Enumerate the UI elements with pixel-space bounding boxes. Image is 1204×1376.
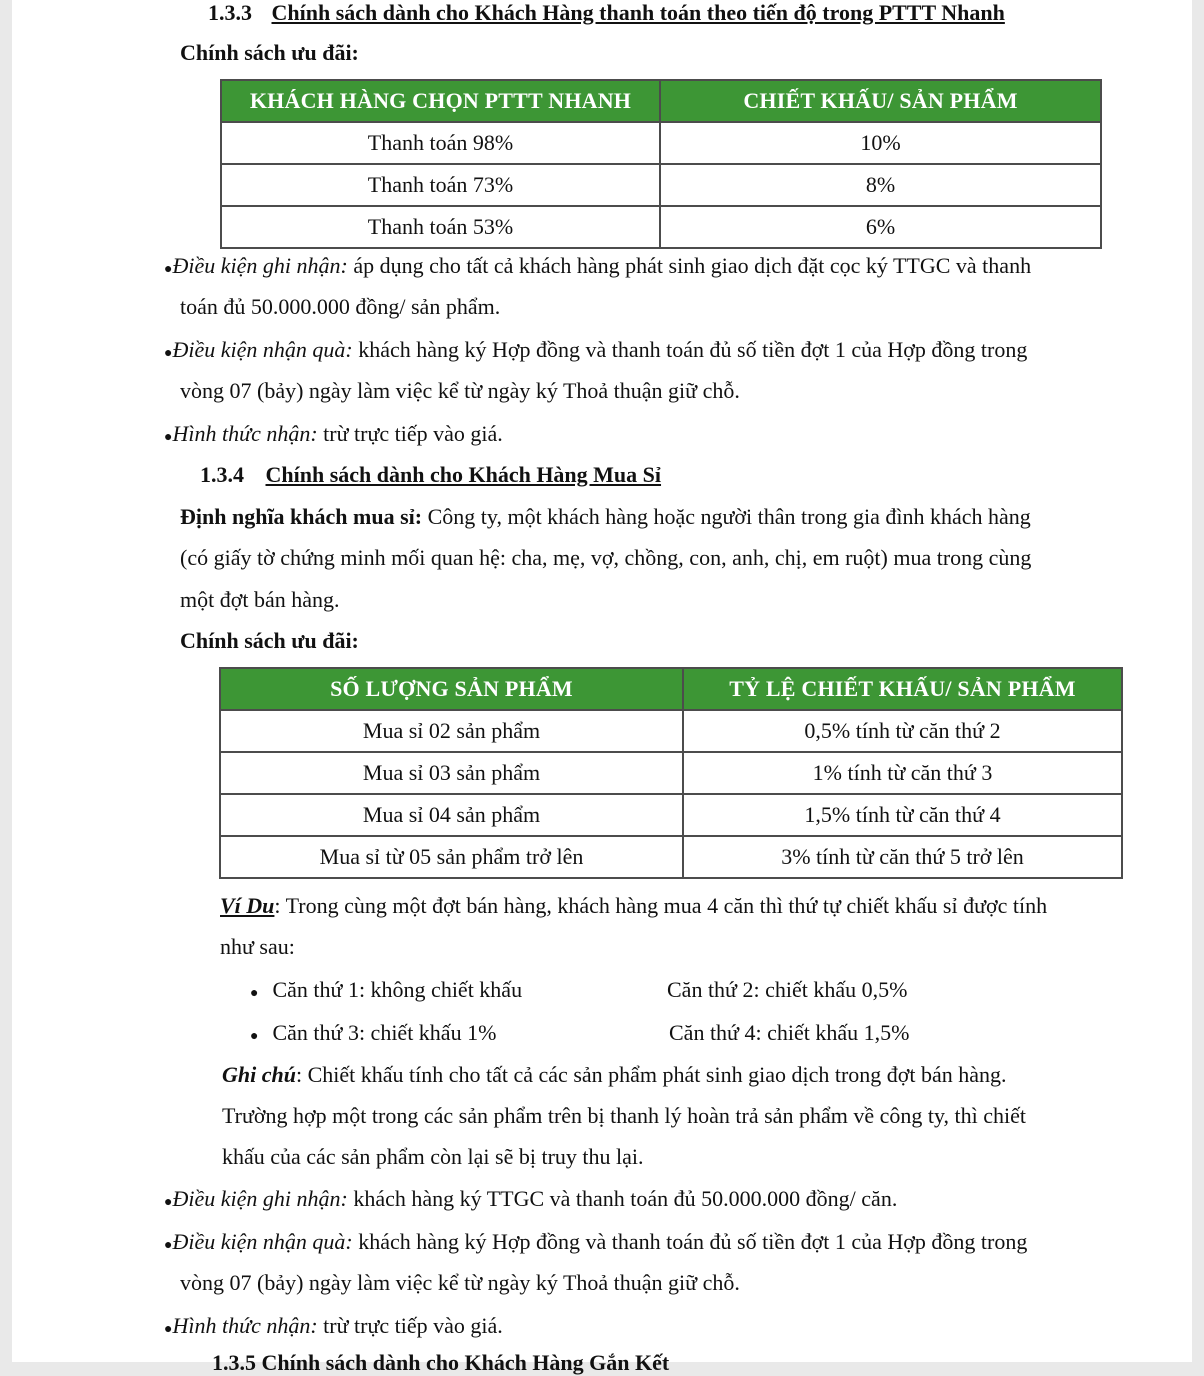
bullet-continuation: vòng 07 (bảy) ngày làm việc kể từ ngày ký Thoả thuận giữ chỗ.	[180, 378, 740, 403]
table-row	[220, 794, 1122, 836]
example-paragraph	[220, 893, 1047, 919]
table-header: SỐ LƯỢNG SẢN PHẨM	[220, 668, 683, 710]
definition-line: (có giấy tờ chứng minh mối quan hệ: cha, mẹ, vợ, chồng, con, anh, chị, em ruột) mua trong cùng	[180, 545, 1032, 570]
note-line: khấu của các sản phẩm còn lại sẽ bị truy thu lại.	[222, 1144, 644, 1169]
section-number: 1.3.4	[200, 462, 244, 487]
table-cell: Mua sỉ từ 05 sản phẩm trở lên	[220, 836, 683, 878]
section-number: 1.3.3	[208, 0, 252, 25]
note-paragraph	[222, 1062, 1007, 1088]
bullet-label: Điều kiện ghi nhận:	[172, 253, 348, 278]
bullet-continuation: vòng 07 (bảy) ngày làm việc kể từ ngày ký Thoả thuận giữ chỗ.	[180, 1270, 740, 1295]
example-text: : Trong cùng một đợt bán hàng, khách hàng mua 4 căn thì thứ tự chiết khấu sỉ được tính	[274, 893, 1048, 918]
bullet-text: trừ trực tiếp vào giá.	[317, 1313, 503, 1338]
section-title: Chính sách dành cho Khách Hàng thanh toán theo tiến độ trong PTTT Nhanh	[271, 0, 1005, 25]
table-header: KHÁCH HÀNG CHỌN PTTT NHANH	[221, 80, 660, 122]
table-cell: 1,5% tính từ căn thứ 4	[683, 794, 1122, 836]
bullet-label: Hình thức nhận:	[172, 421, 318, 446]
bullet-label: Điều kiện nhận quà:	[172, 337, 353, 362]
section-title: Chính sách dành cho Khách Hàng Mua Sỉ	[265, 462, 662, 487]
next-section-heading-partial	[212, 1350, 792, 1375]
bullet-icon: ●	[164, 346, 173, 361]
bullet-text: khách hàng ký Hợp đồng và thanh toán đủ số tiền đợt 1 của Hợp đồng trong	[352, 337, 1028, 362]
example-list-item	[250, 1020, 496, 1050]
note-line: Trường hợp một trong các sản phẩm trên bị thanh lý hoàn trả sản phẩm về công ty, thì chiết	[222, 1103, 1027, 1128]
bullet-item	[164, 253, 1031, 283]
table-header: CHIẾT KHẤU/ SẢN PHẨM	[660, 80, 1101, 122]
table-cell: 6%	[660, 206, 1101, 248]
document-page	[12, 0, 1192, 1375]
table-row	[220, 710, 1122, 752]
table-cell: Mua sỉ 02 sản phẩm	[220, 710, 683, 752]
definition-text: Công ty, một khách hàng hoặc người thân trong gia đình khách hàng	[422, 504, 1031, 529]
definition-label: Định nghĩa khách mua sỉ:	[180, 504, 423, 529]
bullet-icon: ●	[164, 1195, 173, 1210]
example-label: Ví Du	[220, 893, 275, 918]
example-item-text: Căn thứ 2: chiết khấu 0,5%	[667, 977, 908, 1002]
example-line: như sau:	[220, 934, 295, 959]
definition-line: một đợt bán hàng.	[180, 587, 340, 612]
table-cell: Thanh toán 98%	[221, 122, 660, 164]
note-text: : Chiết khấu tính cho tất cả các sản phẩm phát sinh giao dịch trong đợt bán hàng.	[295, 1062, 1007, 1087]
wholesale-discount-table	[219, 667, 1123, 879]
table-header-row	[220, 668, 1122, 710]
bullet-item	[164, 421, 503, 451]
definition-paragraph	[180, 504, 1031, 530]
table-row	[221, 122, 1101, 164]
bullet-text: khách hàng ký Hợp đồng và thanh toán đủ số tiền đợt 1 của Hợp đồng trong	[352, 1229, 1028, 1254]
table-cell: Thanh toán 53%	[221, 206, 660, 248]
bullet-text: áp dụng cho tất cả khách hàng phát sinh giao dịch đặt cọc ký TTGC và thanh	[347, 253, 1032, 278]
section-heading-134	[200, 462, 661, 488]
bullet-icon: ●	[164, 430, 173, 445]
bullet-icon: ●	[250, 986, 259, 1001]
table-cell: 0,5% tính từ căn thứ 2	[683, 710, 1122, 752]
table-row	[220, 836, 1122, 878]
table-cell: 1% tính từ căn thứ 3	[683, 752, 1122, 794]
bullet-item	[164, 337, 1027, 367]
fast-payment-discount-table	[220, 79, 1102, 249]
example-item-text: Căn thứ 1: không chiết khấu	[272, 977, 523, 1002]
bullet-label: Hình thức nhận:	[172, 1313, 318, 1338]
example-item-text: Căn thứ 3: chiết khấu 1%	[272, 1020, 497, 1045]
bullet-label: Điều kiện nhận quà:	[172, 1229, 353, 1254]
table-cell: Mua sỉ 04 sản phẩm	[220, 794, 683, 836]
table-cell: Thanh toán 73%	[221, 164, 660, 206]
policy-label: Chính sách ưu đãi:	[180, 40, 359, 65]
example-item-text: Căn thứ 4: chiết khấu 1,5%	[669, 1020, 910, 1045]
bullet-item	[164, 1313, 503, 1343]
bullet-item	[164, 1229, 1027, 1259]
table-cell: 10%	[660, 122, 1101, 164]
section-heading-133	[208, 0, 1005, 26]
bullet-icon: ●	[164, 262, 173, 277]
next-section-heading-text: 1.3.5 Chính sách dành cho Khách Hàng Gắn Kết	[212, 1350, 670, 1375]
bullet-icon: ●	[164, 1238, 173, 1253]
table-row	[220, 752, 1122, 794]
table-header: TỶ LỆ CHIẾT KHẤU/ SẢN PHẨM	[683, 668, 1122, 710]
table-row	[221, 164, 1101, 206]
policy-label: Chính sách ưu đãi:	[180, 628, 359, 653]
table-cell: 3% tính từ căn thứ 5 trở lên	[683, 836, 1122, 878]
table-cell: Mua sỉ 03 sản phẩm	[220, 752, 683, 794]
bullet-text: khách hàng ký TTGC và thanh toán đủ 50.000.000 đồng/ căn.	[347, 1186, 898, 1211]
table-header-row	[221, 80, 1101, 122]
bullet-label: Điều kiện ghi nhận:	[172, 1186, 348, 1211]
bullet-icon: ●	[164, 1322, 173, 1337]
note-label: Ghi chú	[222, 1062, 296, 1087]
table-cell: 8%	[660, 164, 1101, 206]
bullet-icon: ●	[250, 1029, 259, 1044]
bullet-text: trừ trực tiếp vào giá.	[317, 421, 503, 446]
example-list-item	[250, 977, 522, 1007]
table-row	[221, 206, 1101, 248]
bullet-item	[164, 1186, 897, 1216]
bullet-continuation: toán đủ 50.000.000 đồng/ sản phẩm.	[180, 294, 501, 319]
